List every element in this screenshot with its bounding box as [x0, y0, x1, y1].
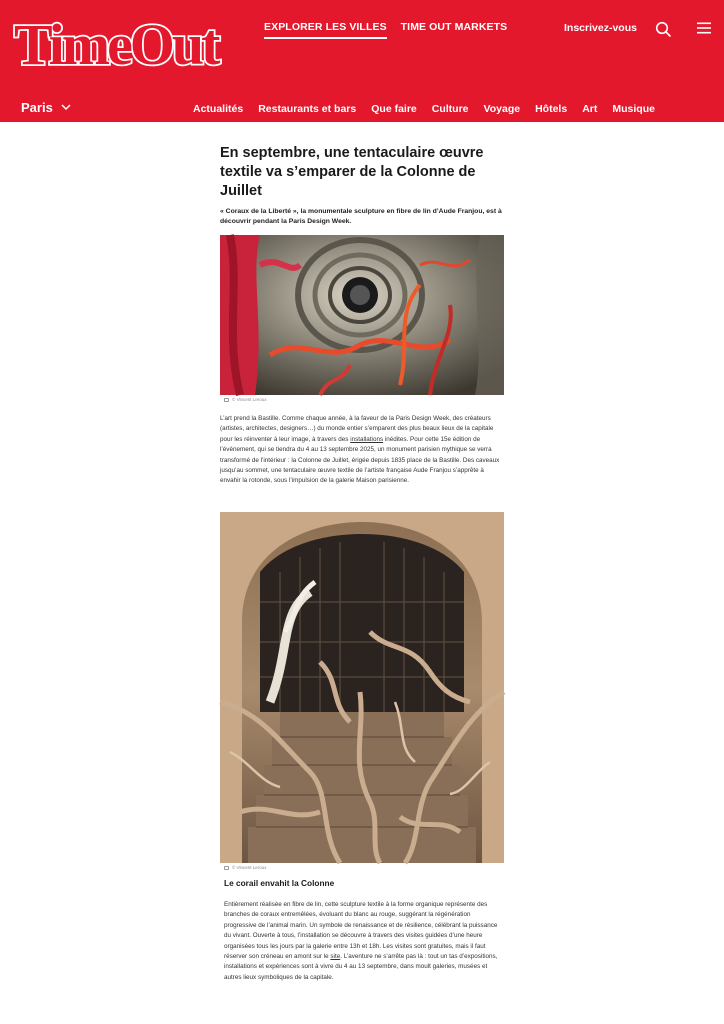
search-icon[interactable]: [655, 21, 671, 37]
nav-hotels[interactable]: Hôtels: [535, 103, 568, 115]
hamburger-menu-icon[interactable]: [697, 22, 711, 34]
category-nav: [193, 103, 655, 115]
signup-link[interactable]: Inscrivez-vous: [564, 22, 637, 34]
article-paragraph-2: [224, 900, 504, 983]
article-photo-coral-staircase: [220, 512, 504, 863]
nav-culture[interactable]: Culture: [431, 103, 469, 115]
site-link[interactable]: site: [330, 953, 341, 961]
photo2-credit: [224, 865, 267, 870]
nav-restaurants-bars[interactable]: Restaurants et bars: [258, 103, 357, 115]
city-selector[interactable]: [21, 100, 71, 115]
camera-icon: [224, 398, 229, 402]
section-title: Le corail envahit la Colonne: [224, 878, 335, 888]
nav-musique[interactable]: Musique: [612, 103, 655, 115]
photo1-credit: [224, 397, 267, 402]
article: [220, 144, 504, 981]
camera-icon: [224, 866, 229, 870]
nav-art[interactable]: Art: [582, 103, 598, 115]
article-title: En septembre, une tentaculaire œuvre textile va s’emparer de la Colonne de Juillet: [220, 145, 484, 199]
nav-que-faire[interactable]: Que faire: [371, 103, 417, 115]
timeout-logo[interactable]: [12, 8, 218, 78]
article-paragraph-1: [220, 414, 504, 487]
article-photo-coral-stairwell: [220, 235, 504, 395]
photo2-credit-text: © Vincent Leroux: [232, 865, 267, 870]
nav-time-out-markets[interactable]: TIME OUT MARKETS: [400, 21, 508, 33]
logo-text: TimeOut: [14, 12, 218, 77]
paragraph-2-text-a: Entièrement réalisée en fibre de lin, cette sculpture textile à la forme organique représente des branches de coraux entremêlées, évoluant du blanc au rouge, suggérant la régénération progressive de l’animal marin. Un symbole de renaissance et de résilience, célébrant la puissance du vivant. Ouverte à tous, l’installation se découvre à travers des visites guidées d’une heure organisées tous les jours par la galerie entre 13h et 18h. Les visites sont gratuites, mais il faut réserver son créneau en amont sur le: [224, 901, 498, 961]
city-label: Paris: [21, 100, 53, 115]
paragraph-1-text-a: L’art prend la Bastille. Comme chaque année, à la faveur de la Paris Design Week, des créateurs (artistes, architectes, designers…) du monde entier s’emparent des plus beaux lieux de la capitale pour les réinventer à leur image, à travers des: [220, 415, 494, 443]
installations-link[interactable]: installations: [350, 435, 384, 443]
paragraph-1-text-b: inédites. Pour cette 15e édition de l’événement, qui se tiendra du 4 au 13 septembre 2025, un monument parisien mythique se verra transformé de l’intérieur : la Colonne de Juillet, érigée depuis 1835 place de la Bastille. Des caveaux jusqu’au sommet, une tentaculaire œuvre textile de l’artiste française Aude Franjou s’apprête à envahir la rotonde, sous l’impulsion de la galerie Maison parisienne.: [220, 435, 500, 485]
site-header: [0, 0, 724, 122]
nav-voyage[interactable]: Voyage: [483, 103, 521, 115]
top-nav: [264, 21, 507, 39]
nav-explorer-villes[interactable]: EXPLORER LES VILLES: [264, 21, 387, 39]
article-subtitle: « Coraux de la Liberté », la monumentale sculpture en fibre de lin d’Aude Franjou, est à découvrir pendant la Paris Design Week.: [220, 208, 502, 225]
chevron-down-icon: [61, 104, 71, 111]
photo1-credit-text: © Vincent Leroux: [232, 397, 267, 402]
nav-actualites[interactable]: Actualités: [193, 103, 244, 115]
paragraph-2-text-b: . L’aventure ne s’arrête pas là : tout un tas d’expositions, installations et expériences sont à vivre du 4 au 13 septembre, dans moult galeries, musées et autres lieux symboliques de la capitale.: [224, 953, 498, 981]
